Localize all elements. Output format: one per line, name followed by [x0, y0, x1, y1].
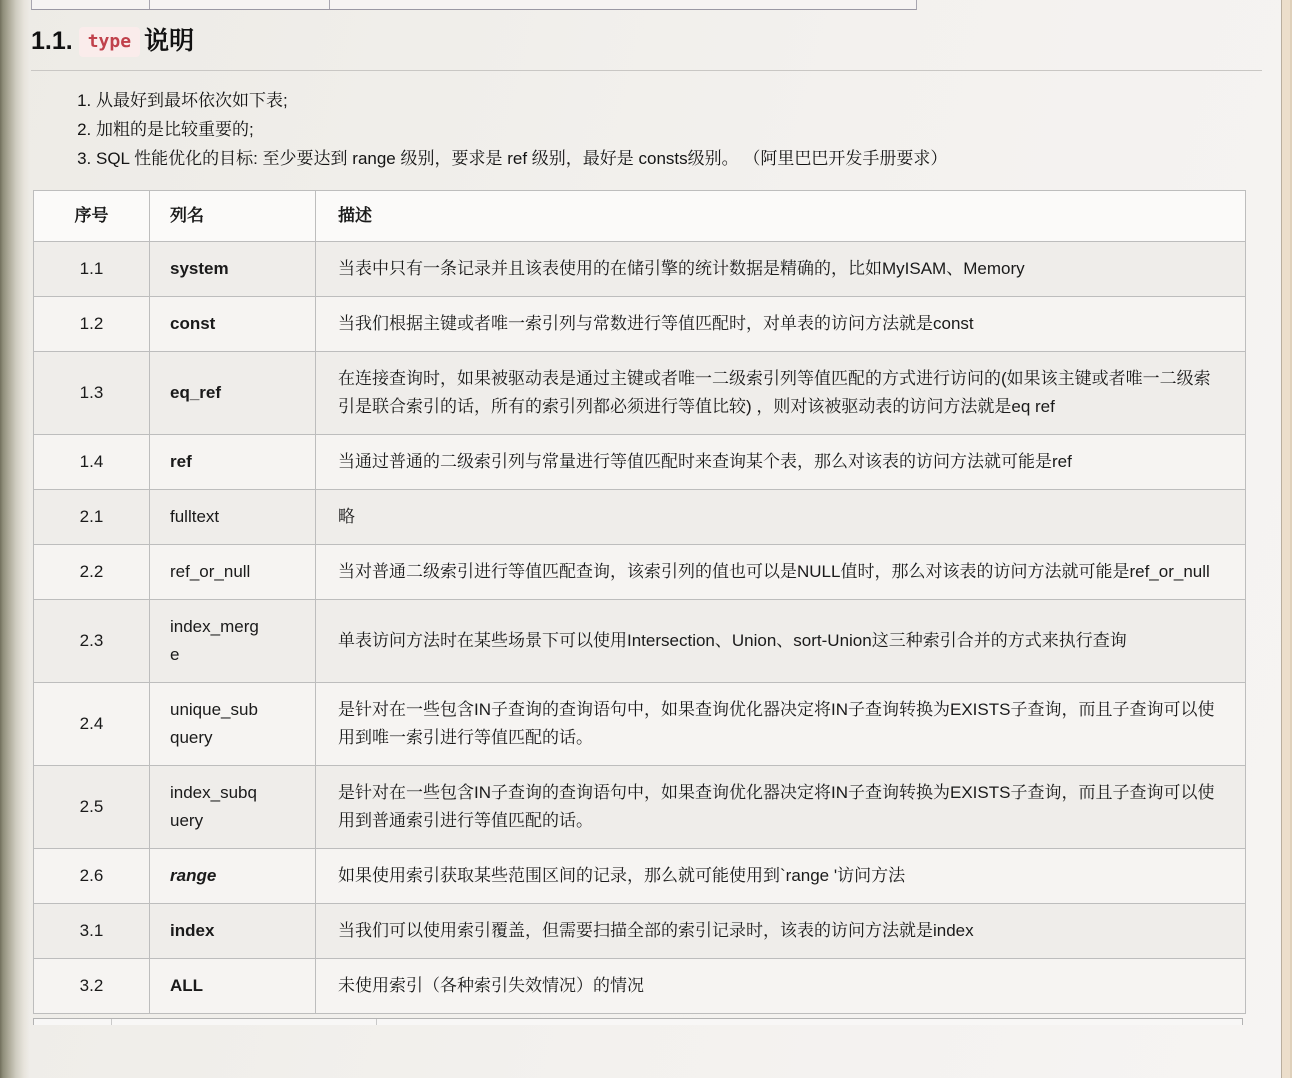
cell-description: 略 — [316, 490, 1246, 545]
left-edge-shadow — [0, 0, 30, 1078]
cell-column-name: unique_subquery — [150, 683, 316, 766]
right-edge-border — [1281, 0, 1292, 1078]
cell-column-name: const — [150, 297, 316, 352]
table-row — [34, 545, 1246, 600]
note-item: 2. 加粗的是比较重要的; — [96, 115, 1281, 144]
top-partial-table-divider — [329, 0, 330, 9]
cell-column-name: ref_or_null — [150, 545, 316, 600]
cell-row-number: 2.2 — [34, 545, 150, 600]
table-header-row — [34, 191, 1246, 242]
cell-description: 未使用索引（各种索引失效情况）的情况 — [316, 959, 1246, 1014]
col-header-name: 列名 — [150, 191, 316, 242]
cell-row-number: 3.1 — [34, 904, 150, 959]
cell-description: 单表访问方法时在某些场景下可以使用Intersection、Union、sort-Union这三种索引合并的方式来执行查询 — [316, 600, 1246, 683]
cell-description: 当对普通二级索引进行等值匹配查询，该索引列的值也可以是NULL值时，那么对该表的访问方法就可能是ref_or_null — [316, 545, 1246, 600]
table-row — [34, 683, 1246, 766]
table-row — [34, 297, 1246, 352]
bottom-partial-table — [33, 1018, 1243, 1025]
cell-description: 当表中只有一条记录并且该表使用的在储引擎的统计数据是精确的，比如MyISAM、Memory — [316, 242, 1246, 297]
col-header-desc: 描述 — [316, 191, 1246, 242]
table-row — [34, 766, 1246, 849]
table-row — [34, 600, 1246, 683]
cell-row-number: 2.1 — [34, 490, 150, 545]
bottom-partial-table-divider — [376, 1019, 377, 1025]
cell-row-number: 2.6 — [34, 849, 150, 904]
cell-row-number: 2.3 — [34, 600, 150, 683]
cell-column-name: system — [150, 242, 316, 297]
table-row — [34, 242, 1246, 297]
cell-row-number: 1.3 — [34, 352, 150, 435]
cell-row-number: 1.1 — [34, 242, 150, 297]
cell-column-name: index — [150, 904, 316, 959]
cell-description: 是针对在一些包含IN子查询的查询语句中，如果查询优化器决定将IN子查询转换为EXISTS子查询，而且子查询可以使用到唯一索引进行等值匹配的话。 — [316, 683, 1246, 766]
cell-column-name: ref — [150, 435, 316, 490]
top-partial-table-divider — [149, 0, 150, 9]
cell-column-name: index_subquery — [150, 766, 316, 849]
page-title — [31, 24, 1262, 71]
notes-list — [62, 86, 1281, 173]
cell-row-number: 2.5 — [34, 766, 150, 849]
cell-description: 是针对在一些包含IN子查询的查询语句中，如果查询优化器决定将IN子查询转换为EXISTS子查询，而且子查询可以使用到普通索引进行等值匹配的话。 — [316, 766, 1246, 849]
heading-number: 1.1. — [31, 27, 73, 55]
table-row — [34, 435, 1246, 490]
cell-description: 当通过普通的二级索引列与常量进行等值匹配时来查询某个表，那么对该表的访问方法就可能是ref — [316, 435, 1246, 490]
top-partial-table — [31, 0, 917, 10]
bottom-partial-table-divider — [111, 1019, 112, 1025]
table-row — [34, 490, 1246, 545]
cell-description: 如果使用索引获取某些范围区间的记录，那么就可能使用到`range '访问方法 — [316, 849, 1246, 904]
cell-column-name: range — [150, 849, 316, 904]
table-row — [34, 849, 1246, 904]
cell-row-number: 2.4 — [34, 683, 150, 766]
type-table — [33, 190, 1246, 1014]
cell-description: 当我们可以使用索引覆盖，但需要扫描全部的索引记录时，该表的访问方法就是index — [316, 904, 1246, 959]
table-row — [34, 352, 1246, 435]
inline-code-chip: type — [79, 27, 140, 57]
table-row — [34, 904, 1246, 959]
cell-row-number: 1.4 — [34, 435, 150, 490]
table-row — [34, 959, 1246, 1014]
cell-column-name: index_merge — [150, 600, 316, 683]
note-item: 3. SQL 性能优化的目标: 至少要达到 range 级别，要求是 ref 级别，最好是 consts级别。 （阿里巴巴开发手册要求） — [96, 144, 1281, 173]
cell-column-name: eq_ref — [150, 352, 316, 435]
cell-column-name: fulltext — [150, 490, 316, 545]
cell-column-name: ALL — [150, 959, 316, 1014]
cell-row-number: 3.2 — [34, 959, 150, 1014]
heading-text: 说明 — [144, 27, 195, 55]
cell-description: 在连接查询时，如果被驱动表是通过主键或者唯一二级索引列等值匹配的方式进行访问的(如果该主键或者唯一二级索引是联合索引的话，所有的索引列都必须进行等值比较) ，则对该被驱动表的访问方法就是eq ref — [316, 352, 1246, 435]
note-item: 1. 从最好到最坏依次如下表; — [96, 86, 1281, 115]
col-header-no: 序号 — [34, 191, 150, 242]
cell-row-number: 1.2 — [34, 297, 150, 352]
cell-description: 当我们根据主键或者唯一索引列与常数进行等值匹配时，对单表的访问方法就是const — [316, 297, 1246, 352]
